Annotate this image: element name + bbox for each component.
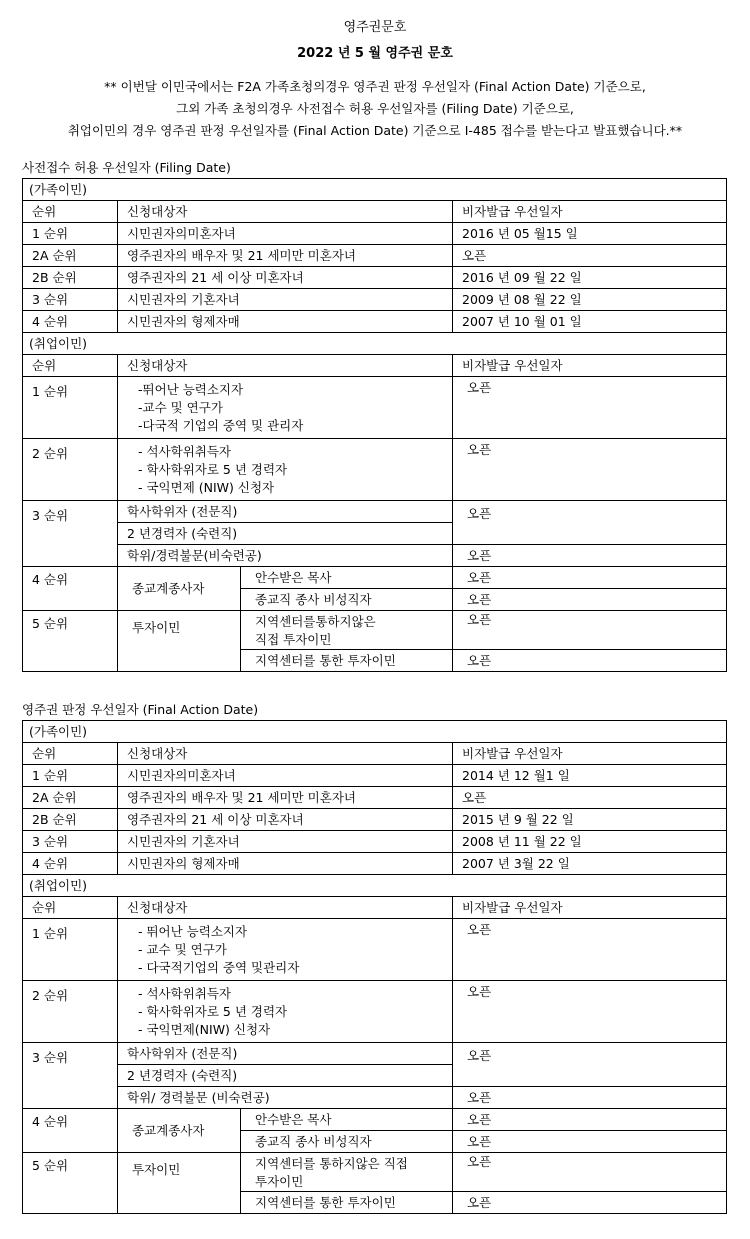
- list-item: - 석사학위취득자: [138, 986, 232, 1001]
- family-row: [23, 831, 727, 853]
- rank-cell: 2A 순위: [23, 787, 118, 809]
- intro-line: 그외 가족 초청의경우 사전접수 허용 우선일자를 (Filing Date) 기준으로,: [176, 101, 574, 116]
- applicant-cell: 종교직 종사 비성직자: [241, 1131, 453, 1153]
- list-item: - 교수 및 연구가: [138, 942, 227, 957]
- date-cell: 2007 년 3월 22 일: [453, 853, 727, 875]
- family-row: [23, 311, 727, 333]
- applicant-cell: 시민권자의 기혼자녀: [118, 289, 453, 311]
- rank-cell: 4 순위: [23, 1109, 118, 1153]
- date-cell: 오픈: [453, 1192, 727, 1214]
- employment-group-label: (취업이민): [23, 333, 727, 355]
- final-section-title: 영주권 판정 우선일자 (Final Action Date): [22, 702, 259, 717]
- date-cell: 오픈: [453, 1153, 727, 1192]
- group-cell: 투자이민: [118, 1153, 241, 1214]
- applicant-cell: 지역센터를 통하지않은 직접 투자이민: [241, 1153, 453, 1192]
- date-cell: 오픈: [453, 589, 727, 611]
- rank-cell: 4 순위: [23, 853, 118, 875]
- applicant-cell: 지역센터를통하지않은 직접 투자이민: [241, 611, 453, 650]
- date-cell: 오픈: [453, 567, 727, 589]
- applicant-list: [118, 981, 453, 1043]
- list-item: -뛰어난 능력소지자: [138, 382, 244, 397]
- rank-cell: 2 순위: [23, 439, 118, 501]
- date-cell: 오픈: [453, 439, 727, 501]
- employment-row-1: [23, 377, 727, 439]
- final-priority-table: [22, 720, 727, 1214]
- applicant-cell: 학사학위자 (전문직): [118, 501, 453, 523]
- family-row: [23, 223, 727, 245]
- applicant-cell: 종교직 종사 비성직자: [241, 589, 453, 611]
- applicant-cell: 시민권자의미혼자녀: [118, 223, 453, 245]
- employment-row-2: [23, 439, 727, 501]
- header-rank: 순위: [23, 355, 118, 377]
- rank-cell: 4 순위: [23, 311, 118, 333]
- list-item: - 다국적기업의 중역 및관리자: [138, 960, 300, 975]
- applicant-list: [118, 377, 453, 439]
- date-cell: 오픈: [453, 981, 727, 1043]
- family-row: [23, 853, 727, 875]
- header-date: 비자발급 우선일자: [453, 355, 727, 377]
- date-cell: 오픈: [453, 611, 727, 650]
- filing-priority-table: [22, 178, 727, 672]
- list-item: - 국익면제 (NIW) 신청자: [138, 480, 275, 495]
- applicant-cell: 영주권자의 21 세 이상 미혼자녀: [118, 809, 453, 831]
- applicant-cell: 영주권자의 배우자 및 21 세미만 미혼자녀: [118, 245, 453, 267]
- rank-cell: 1 순위: [23, 377, 118, 439]
- group-cell: 투자이민: [118, 611, 241, 672]
- header-date: 비자발급 우선일자: [453, 897, 727, 919]
- date-cell: 2009 년 08 월 22 일: [453, 289, 727, 311]
- applicant-cell: 학위/경력불문(비숙련공): [118, 545, 453, 567]
- date-cell: 2008 년 11 월 22 일: [453, 831, 727, 853]
- rank-cell: 3 순위: [23, 289, 118, 311]
- employment-row-3: [23, 1043, 727, 1065]
- rank-cell: 4 순위: [23, 567, 118, 611]
- header-date: 비자발급 우선일자: [453, 743, 727, 765]
- applicant-cell: 학위/ 경력불문 (비숙련공): [118, 1087, 453, 1109]
- rank-cell: 1 순위: [23, 765, 118, 787]
- list-item: -다국적 기업의 중역 및 관리자: [138, 418, 304, 433]
- header-applicant: 신청대상자: [118, 201, 453, 223]
- rank-cell: 2B 순위: [23, 267, 118, 289]
- intro-notice: [10, 76, 740, 142]
- applicant-cell: 영주권자의 배우자 및 21 세미만 미혼자녀: [118, 787, 453, 809]
- list-item: - 국익면제(NIW) 신청자: [138, 1022, 271, 1037]
- header-rank: 순위: [23, 743, 118, 765]
- list-item: - 학사학위자로 5 년 경력자: [138, 1004, 288, 1019]
- list-item: - 학사학위자로 5 년 경력자: [138, 462, 288, 477]
- date-cell: 오픈: [453, 377, 727, 439]
- header-applicant: 신청대상자: [118, 355, 453, 377]
- employment-row-4: [23, 1109, 727, 1131]
- date-cell: 오픈: [453, 501, 727, 545]
- rank-cell: 3 순위: [23, 831, 118, 853]
- applicant-cell: 안수받은 목사: [241, 567, 453, 589]
- employment-row-5: [23, 611, 727, 650]
- family-row: [23, 765, 727, 787]
- list-item: -교수 및 연구가: [138, 400, 223, 415]
- applicant-cell: 시민권자의 형제자매: [118, 311, 453, 333]
- group-cell: 종교계종사자: [118, 567, 241, 611]
- header-date: 비자발급 우선일자: [453, 201, 727, 223]
- employment-row-2: [23, 981, 727, 1043]
- rank-cell: 2 순위: [23, 981, 118, 1043]
- intro-line: 취업이민의 경우 영주권 판정 우선일자를 (Final Action Date) 기준으로 I-485 접수를 받는다고 발표했습니다.**: [67, 123, 683, 138]
- applicant-cell: 시민권자의 기혼자녀: [118, 831, 453, 853]
- header-applicant: 신청대상자: [118, 743, 453, 765]
- applicant-cell: 2 년경력자 (숙련직): [118, 1065, 453, 1087]
- family-row: [23, 289, 727, 311]
- header-rank: 순위: [23, 201, 118, 223]
- rank-cell: 2A 순위: [23, 245, 118, 267]
- applicant-list: [118, 439, 453, 501]
- rank-cell: 2B 순위: [23, 809, 118, 831]
- rank-cell: 1 순위: [23, 919, 118, 981]
- rank-cell: 5 순위: [23, 1153, 118, 1214]
- date-cell: 오픈: [453, 919, 727, 981]
- list-item: - 뛰어난 능력소지자: [138, 924, 248, 939]
- rank-cell: 3 순위: [23, 1043, 118, 1109]
- rank-cell: 5 순위: [23, 611, 118, 672]
- rank-cell: 1 순위: [23, 223, 118, 245]
- family-group-label: (가족이민): [23, 721, 727, 743]
- date-cell: 오픈: [453, 1087, 727, 1109]
- date-cell: 2015 년 9 월 22 일: [453, 809, 727, 831]
- applicant-cell: 지역센터를 통한 투자이민: [241, 1192, 453, 1214]
- employment-group-label: (취업이민): [23, 875, 727, 897]
- date-cell: 오픈: [453, 245, 727, 267]
- family-row: [23, 787, 727, 809]
- applicant-cell: 학사학위자 (전문직): [118, 1043, 453, 1065]
- date-cell: 오픈: [453, 545, 727, 567]
- applicant-cell: 2 년경력자 (숙련직): [118, 523, 453, 545]
- date-cell: 오픈: [453, 1131, 727, 1153]
- header-rank: 순위: [23, 897, 118, 919]
- family-row: [23, 245, 727, 267]
- applicant-cell: 영주권자의 21 세 이상 미혼자녀: [118, 267, 453, 289]
- intro-line: ** 이번달 이민국에서는 F2A 가족초청의경우 영주권 판정 우선일자 (Final Action Date) 기준으로,: [104, 79, 646, 94]
- employment-row-4: [23, 567, 727, 589]
- date-cell: 오픈: [453, 787, 727, 809]
- header-applicant: 신청대상자: [118, 897, 453, 919]
- family-row: [23, 267, 727, 289]
- employment-row-1: [23, 919, 727, 981]
- employment-row-3: [23, 501, 727, 523]
- date-cell: 오픈: [453, 650, 727, 672]
- applicant-cell: 안수받은 목사: [241, 1109, 453, 1131]
- date-cell: 2007 년 10 월 01 일: [453, 311, 727, 333]
- family-group-label: (가족이민): [23, 179, 727, 201]
- rank-cell: 3 순위: [23, 501, 118, 567]
- date-cell: 2014 년 12 월1 일: [453, 765, 727, 787]
- document-subheading: 2022 년 5 월 영주권 문호: [297, 46, 453, 61]
- filing-section-title: 사전접수 허용 우선일자 (Filing Date): [22, 160, 231, 175]
- group-cell: 종교계종사자: [118, 1109, 241, 1153]
- applicant-cell: 지역센터를 통한 투자이민: [241, 650, 453, 672]
- date-cell: 오픈: [453, 1109, 727, 1131]
- date-cell: 2016 년 09 월 22 일: [453, 267, 727, 289]
- list-item: - 석사학위취득자: [138, 444, 232, 459]
- employment-row-5: [23, 1153, 727, 1192]
- date-cell: 2016 년 05 월15 일: [453, 223, 727, 245]
- applicant-cell: 시민권자의미혼자녀: [118, 765, 453, 787]
- family-row: [23, 809, 727, 831]
- document-heading: 영주권문호: [343, 20, 407, 35]
- applicant-list: [118, 919, 453, 981]
- applicant-cell: 시민권자의 형제자매: [118, 853, 453, 875]
- date-cell: 오픈: [453, 1043, 727, 1087]
